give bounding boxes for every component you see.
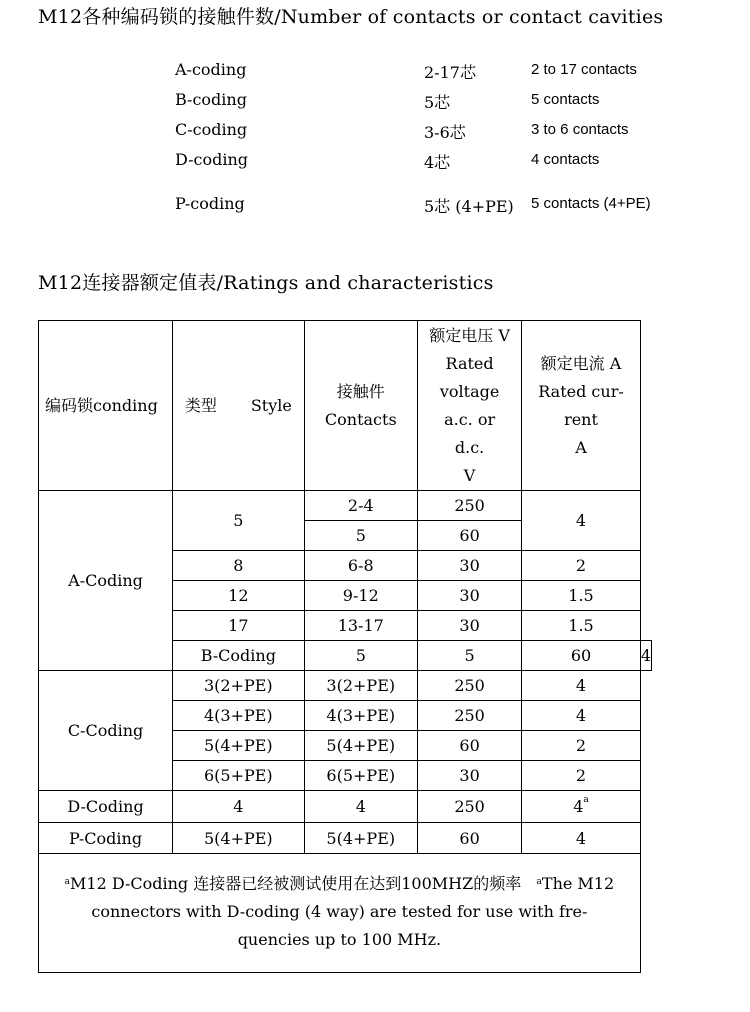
cell-style: 8 (173, 551, 305, 581)
header-voltage-line: V (463, 465, 476, 485)
cell-contacts: 5(4+PE) (304, 823, 417, 854)
group-p-coding: P-Coding (39, 823, 173, 854)
cell-current: 4 (522, 701, 641, 731)
header-style (173, 321, 305, 491)
header-style-cn: 类型 (184, 395, 217, 415)
contacts-cn: 5芯 (424, 93, 451, 112)
cell-contacts: 6-8 (304, 551, 417, 581)
cell-style: 4(3+PE) (173, 701, 305, 731)
cell-style: 5 (304, 641, 417, 671)
cell-style: 3(2+PE) (173, 671, 305, 701)
cell-current: 2 (522, 551, 641, 581)
header-voltage (417, 321, 521, 491)
cell-style: 6(5+PE) (173, 761, 305, 791)
cell-voltage: 250 (417, 701, 521, 731)
cell-current: 2 (522, 761, 641, 791)
cell-voltage: 60 (522, 641, 641, 671)
cell-current: 2 (522, 731, 641, 761)
cell-voltage: 60 (417, 731, 521, 761)
list-item (0, 90, 750, 114)
cell-contacts: 3(2+PE) (304, 671, 417, 701)
cell-contacts: 4(3+PE) (304, 701, 417, 731)
header-contacts-en: Contacts (324, 409, 397, 429)
cell-contacts: 2-4 (304, 491, 417, 521)
header-voltage-line: d.c. (454, 437, 485, 457)
list-item (0, 120, 750, 144)
header-voltage-line: Rated (445, 353, 494, 373)
cell-voltage: 30 (417, 761, 521, 791)
cell-style: 5 (173, 491, 305, 551)
header-coding: 编码锁conding (39, 321, 173, 491)
footnote-en: The M12 (541, 874, 615, 893)
group-a-coding: A-Coding (39, 491, 173, 671)
cell-voltage: 60 (417, 521, 521, 551)
cell-style: 12 (173, 581, 305, 611)
header-voltage-line: voltage (439, 381, 500, 401)
cell-contacts: 5 (417, 641, 521, 671)
cell-voltage: 250 (417, 791, 521, 823)
group-d-coding: D-Coding (39, 791, 173, 823)
cell-contacts: 13-17 (304, 611, 417, 641)
header-contacts-cn: 接触件 (336, 381, 385, 401)
cell-contacts: 6(5+PE) (304, 761, 417, 791)
coding-name: C-coding (175, 120, 248, 139)
table-row (39, 671, 652, 701)
contacts-en: 5 contacts (531, 91, 600, 108)
header-current-line: Rated cur- (538, 381, 624, 401)
cell-voltage: 30 (417, 551, 521, 581)
coding-name: A-coding (175, 60, 247, 79)
contacts-cn: 5芯 (4+PE) (424, 197, 514, 216)
cell-contacts: 4 (304, 791, 417, 823)
cell-style: 5(4+PE) (173, 823, 305, 854)
ratings-table (38, 320, 652, 973)
cell-voltage: 250 (417, 671, 521, 701)
cell-contacts: 5(4+PE) (304, 731, 417, 761)
group-c-coding: C-Coding (39, 671, 173, 791)
contacts-heading: M12各种编码锁的接触件数/Number of contacts or contact cavities (38, 6, 664, 28)
group-b-coding: B-Coding (173, 641, 305, 671)
table-note-row (39, 854, 652, 973)
cell-current: 4 (640, 641, 651, 671)
contacts-en: 2 to 17 contacts (531, 61, 637, 78)
contacts-en: 4 contacts (531, 151, 600, 168)
cell-current: 4 (522, 823, 641, 854)
header-current-line: A (575, 437, 587, 457)
cell-voltage: 250 (417, 491, 521, 521)
table-row (39, 491, 652, 521)
ratings-heading: M12连接器额定值表/Ratings and characteristics (38, 272, 494, 294)
list-item (0, 60, 750, 84)
cell-style: 4 (173, 791, 305, 823)
cell-current-d (522, 791, 641, 823)
coding-name: P-coding (175, 194, 245, 213)
cell-voltage: 30 (417, 581, 521, 611)
footnote-line: connectors with D-coding (4 way) are tested for use with fre- (91, 902, 588, 921)
contacts-cn: 4芯 (424, 153, 451, 172)
current-value: 4 (573, 797, 584, 816)
list-item (0, 194, 750, 218)
contacts-cn: 2-17芯 (424, 63, 476, 82)
header-style-en: Style (250, 395, 292, 415)
cell-current: 4 (522, 671, 641, 701)
footnote-line: quencies up to 100 MHz. (237, 930, 442, 949)
footnote-marker: a (536, 877, 542, 887)
cell-voltage: 60 (417, 823, 521, 854)
header-contacts (304, 321, 417, 491)
header-current-line: 额定电流 A (540, 353, 622, 373)
table-row (39, 791, 652, 823)
cell-style: 17 (173, 611, 305, 641)
contacts-cn: 3-6芯 (424, 123, 466, 142)
cell-current: 1.5 (522, 581, 641, 611)
list-item (0, 150, 750, 174)
cell-contacts: 5 (304, 521, 417, 551)
table-header-row (39, 321, 652, 491)
footnote-cn: M12 D-Coding 连接器已经被测试使用在达到100MHZ的频率 (70, 874, 522, 893)
table-footnote (39, 854, 641, 973)
header-voltage-line: 额定电压 V (429, 325, 510, 345)
cell-current: 4 (522, 491, 641, 551)
cell-style: 5(4+PE) (173, 731, 305, 761)
cell-contacts: 9-12 (304, 581, 417, 611)
footnote-marker: a (64, 877, 71, 887)
cell-voltage: 30 (417, 611, 521, 641)
footnote-marker: a (583, 795, 589, 805)
contacts-en: 3 to 6 contacts (531, 121, 629, 138)
header-current-line: rent (564, 409, 598, 429)
footnote-line (49, 870, 630, 898)
table-row (39, 823, 652, 854)
header-voltage-line: a.c. or (444, 409, 496, 429)
contacts-en: 5 contacts (4+PE) (531, 195, 651, 212)
coding-name: D-coding (175, 150, 249, 169)
coding-name: B-coding (175, 90, 247, 109)
header-current (522, 321, 641, 491)
cell-current: 1.5 (522, 611, 641, 641)
